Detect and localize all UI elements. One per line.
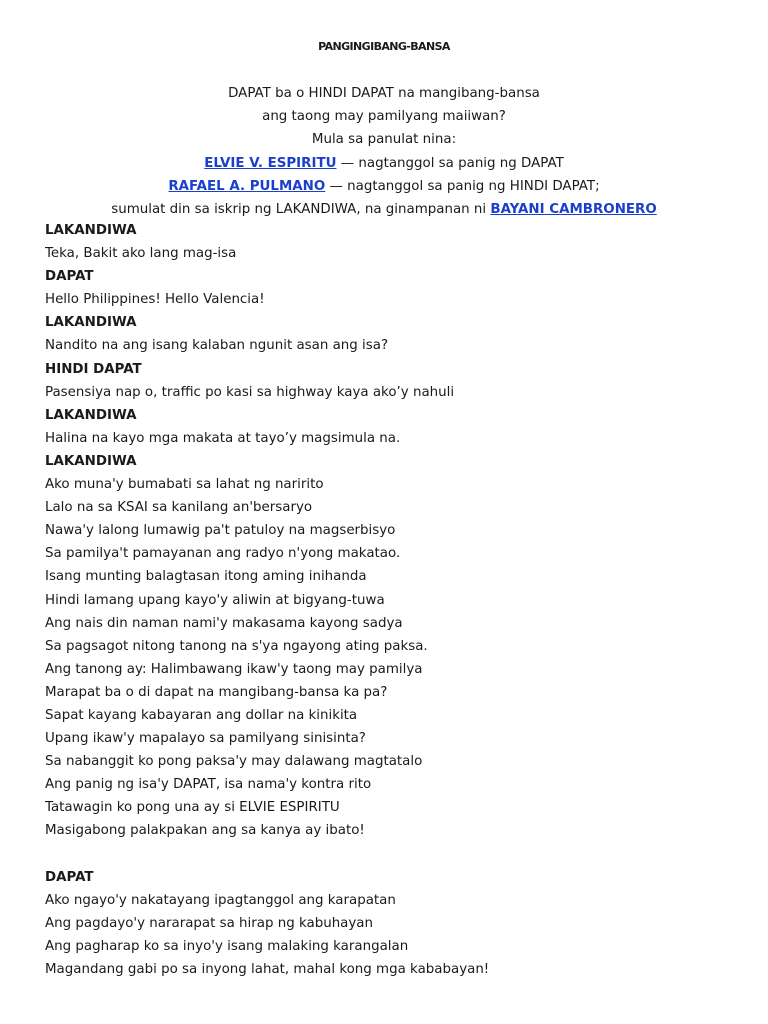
verse-line: Hello Philippines! Hello Valencia! bbox=[45, 292, 265, 308]
verse-line: Ako ngayo'y nakatayang ipagtanggol ang karapatan bbox=[45, 892, 396, 908]
document-title: PANGINGIBANG-BANSA bbox=[318, 40, 450, 53]
author-link-bayani-cambronero[interactable]: BAYANI CAMBRONERO bbox=[490, 201, 657, 217]
verse-line: Nandito na ang isang kalaban ngunit asan ang isa? bbox=[45, 338, 389, 354]
verse-line: Sa pagsagot nitong tanong na s'ya ngayong ating paksa. bbox=[45, 638, 428, 654]
speaker-label: HINDI DAPAT bbox=[45, 361, 142, 377]
intro-line-3: Mula sa panulat nina: bbox=[311, 132, 457, 148]
verse-line: Marapat ba o di dapat na mangibang-bansa ka pa? bbox=[45, 684, 388, 700]
verse-line: Ang pagdayo'y nararapat sa hirap ng kabuhayan bbox=[45, 915, 373, 931]
author-link-elvie-espiritu[interactable]: ELVIE V. ESPIRITU bbox=[204, 155, 337, 171]
intro-author-1 bbox=[0, 152, 768, 175]
verse-line: Pasensiya nap o, traffic po kasi sa highway kaya ako’y nahuli bbox=[45, 384, 455, 400]
verse-line: Ang tanong ay: Halimbawang ikaw'y taong may pamilya bbox=[45, 661, 423, 677]
verse-line: Tatawagin ko pong una ay si ELVIE ESPIRITU bbox=[45, 800, 340, 816]
author-3-role: sumulat din sa iskrip ng LAKANDIWA, na ginampanan ni bbox=[111, 201, 491, 217]
verse-line: Ako muna'y bumabati sa lahat ng naririto bbox=[45, 477, 324, 493]
speaker-label: LAKANDIWA bbox=[45, 223, 137, 238]
verse-line: Lalo na sa KSAI sa kanilang an'bersaryo bbox=[45, 500, 313, 516]
verse-line: Isang munting balagtasan itong aming inihanda bbox=[45, 569, 367, 585]
verse-line: Sa pamilya't pamayanan ang radyo n'yong makatao. bbox=[45, 546, 401, 562]
speaker-label: LAKANDIWA bbox=[45, 453, 137, 469]
blank-line bbox=[45, 843, 745, 866]
intro-line-2: ang taong may pamilyang maiiwan? bbox=[262, 109, 506, 125]
verse-line: Teka, Bakit ako lang mag-isa bbox=[45, 246, 237, 262]
speaker-label: DAPAT bbox=[45, 269, 94, 285]
author-link-rafael-pulmano[interactable]: RAFAEL A. PULMANO bbox=[168, 178, 326, 194]
verse-line: Magandang gabi po sa inyong lahat, mahal kong mga kababayan! bbox=[45, 962, 490, 977]
verse-line: Ang nais din naman nami'y makasama kayong sadya bbox=[45, 615, 403, 631]
speaker-label: LAKANDIWA bbox=[45, 407, 137, 423]
intro-line-1: DAPAT ba o HINDI DAPAT na mangibang-bansa bbox=[228, 86, 540, 101]
author-1-role: — nagtanggol sa panig ng DAPAT bbox=[336, 155, 564, 171]
speaker-label: DAPAT bbox=[45, 869, 94, 885]
speaker-label: LAKANDIWA bbox=[45, 315, 137, 331]
intro-author-2 bbox=[0, 175, 768, 198]
verse-line: Halina na kayo mga makata at tayo’y magsimula na. bbox=[45, 430, 401, 446]
verse-line: Sa nabanggit ko pong paksa'y may dalawang magtatalo bbox=[45, 754, 423, 770]
verse-line: Ang pagharap ko sa inyo'y isang malaking karangalan bbox=[45, 938, 409, 954]
verse-line: Upang ikaw'y mapalayo sa pamilyang sinisinta? bbox=[45, 731, 366, 747]
verse-line: Hindi lamang upang kayo'y aliwin at bigyang-tuwa bbox=[45, 592, 385, 608]
verse-line: Sapat kayang kabayaran ang dollar na kinikita bbox=[45, 707, 358, 723]
author-2-role: — nagtanggol sa panig ng HINDI DAPAT; bbox=[325, 178, 600, 194]
verse-line: Ang panig ng isa'y DAPAT, isa nama'y kontra rito bbox=[45, 777, 372, 793]
intro-block bbox=[0, 82, 768, 221]
script-body bbox=[45, 219, 745, 981]
intro-author-3 bbox=[0, 198, 768, 221]
verse-line: Nawa'y lalong lumawig pa't patuloy na magserbisyo bbox=[45, 523, 396, 539]
verse-line: Masigabong palakpakan ang sa kanya ay ibato! bbox=[45, 823, 365, 839]
